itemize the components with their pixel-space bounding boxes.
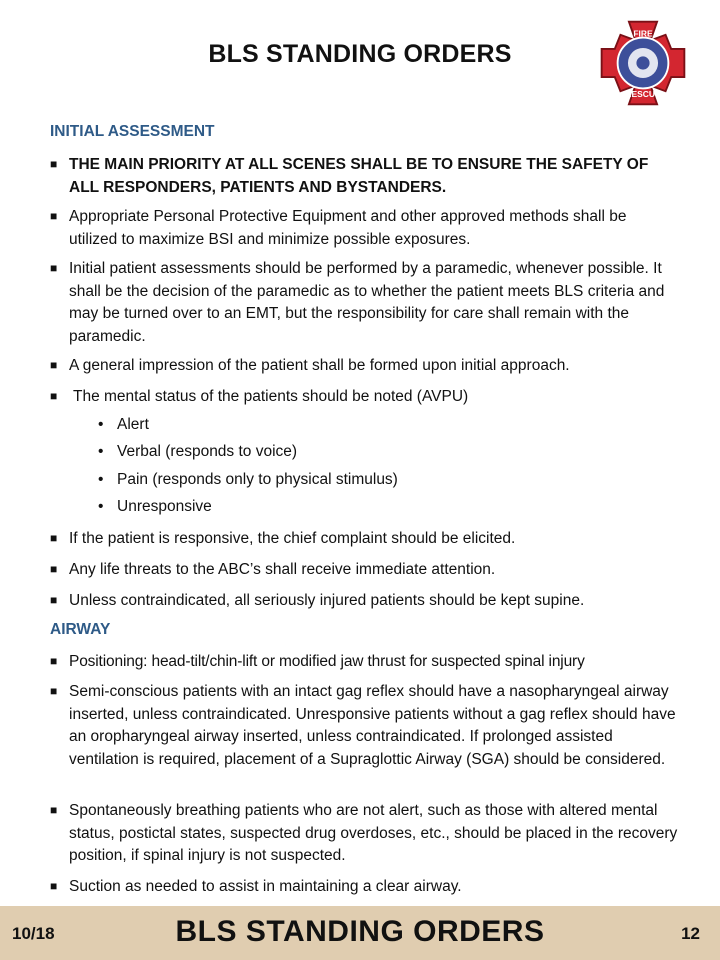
list-item-text: Any life threats to the ABC’s shall receive immediate attention. [69, 561, 496, 578]
list-item-text: A general impression of the patient shall be formed upon initial approach. [69, 357, 570, 374]
dot-bullet-icon: • [98, 416, 104, 433]
list-item-text: Appropriate Personal Protective Equipment and other approved methods shall be utilized to maximize BSI and minimize possible exposures. [69, 208, 627, 248]
list-item-text: Unless contraindicated, all seriously injured patients should be kept supine. [69, 592, 585, 609]
initial-assessment-heading: INITIAL ASSESSMENT [50, 123, 215, 140]
square-bullet-icon: ■ [50, 684, 58, 698]
square-bullet-icon: ■ [50, 358, 58, 372]
footer-title: BLS STANDING ORDERS [175, 915, 545, 948]
fire-rescue-logo-icon [596, 16, 690, 110]
square-bullet-icon: ■ [50, 562, 58, 576]
page-title: BLS STANDING ORDERS [208, 40, 512, 68]
footer-bar [0, 906, 720, 960]
list-item-text: Spontaneously breathing patients who are not alert, such as those with altered mental status, postictal states, suspected drug overdoses, etc., should be placed in the recovery position, if spinal injury is not suspected. [69, 802, 678, 864]
airway-heading: AIRWAY [50, 621, 111, 638]
square-bullet-icon: ■ [50, 261, 58, 275]
square-bullet-icon: ■ [50, 209, 58, 223]
svg-text:RESCUE: RESCUE [625, 88, 661, 99]
list-item-text: Suction as needed to assist in maintaining a clear airway. [69, 878, 462, 895]
avpu-item-text: Pain (responds only to physical stimulus) [117, 471, 398, 488]
list-item-text: Positioning: head-tilt/chin-lift or modified jaw thrust for suspected spinal injury [69, 653, 585, 670]
list-item-text: The mental status of the patients should be noted (AVPU) [73, 388, 469, 405]
avpu-item-text: Alert [117, 416, 149, 433]
avpu-item-text: Verbal (responds to voice) [117, 443, 298, 460]
dot-bullet-icon: • [98, 443, 104, 460]
square-bullet-icon: ■ [50, 593, 58, 607]
page-number: 12 [681, 924, 700, 943]
svg-text:FIRE: FIRE [633, 28, 653, 39]
square-bullet-icon: ■ [50, 803, 58, 817]
square-bullet-icon: ■ [50, 389, 58, 403]
square-bullet-icon: ■ [50, 531, 58, 545]
footer-date: 10/18 [12, 924, 55, 943]
square-bullet-icon: ■ [50, 157, 58, 171]
square-bullet-icon: ■ [50, 654, 58, 668]
square-bullet-icon: ■ [50, 879, 58, 893]
list-item-text: If the patient is responsive, the chief complaint should be elicited. [69, 530, 516, 547]
dot-bullet-icon: • [98, 498, 104, 515]
avpu-item-text: Unresponsive [117, 498, 212, 515]
list-item-text: Semi-conscious patients with an intact gag reflex should have a nasopharyngeal airway inserted, unless contraindicated. Unresponsive patients without a gag reflex should have an oropharyngeal airway inserted, unless contraindicated. If prolonged assisted ventilation is required, placement of a Supraglottic Airway (SGA) should be considered. [69, 683, 676, 768]
list-item-text: Initial patient assessments should be performed by a paramedic, whenever possible. It shall be the decision of the paramedic as to whether the patient meets BLS criteria and may be turned over to an EMT, but the responsibility for care shall remain with the paramedic. [69, 260, 665, 345]
list-item-text: THE MAIN PRIORITY AT ALL SCENES SHALL BE TO ENSURE THE SAFETY OF ALL RESPONDERS, PATIENTS AND BYSTANDERS. [69, 156, 649, 196]
dot-bullet-icon: • [98, 471, 104, 488]
